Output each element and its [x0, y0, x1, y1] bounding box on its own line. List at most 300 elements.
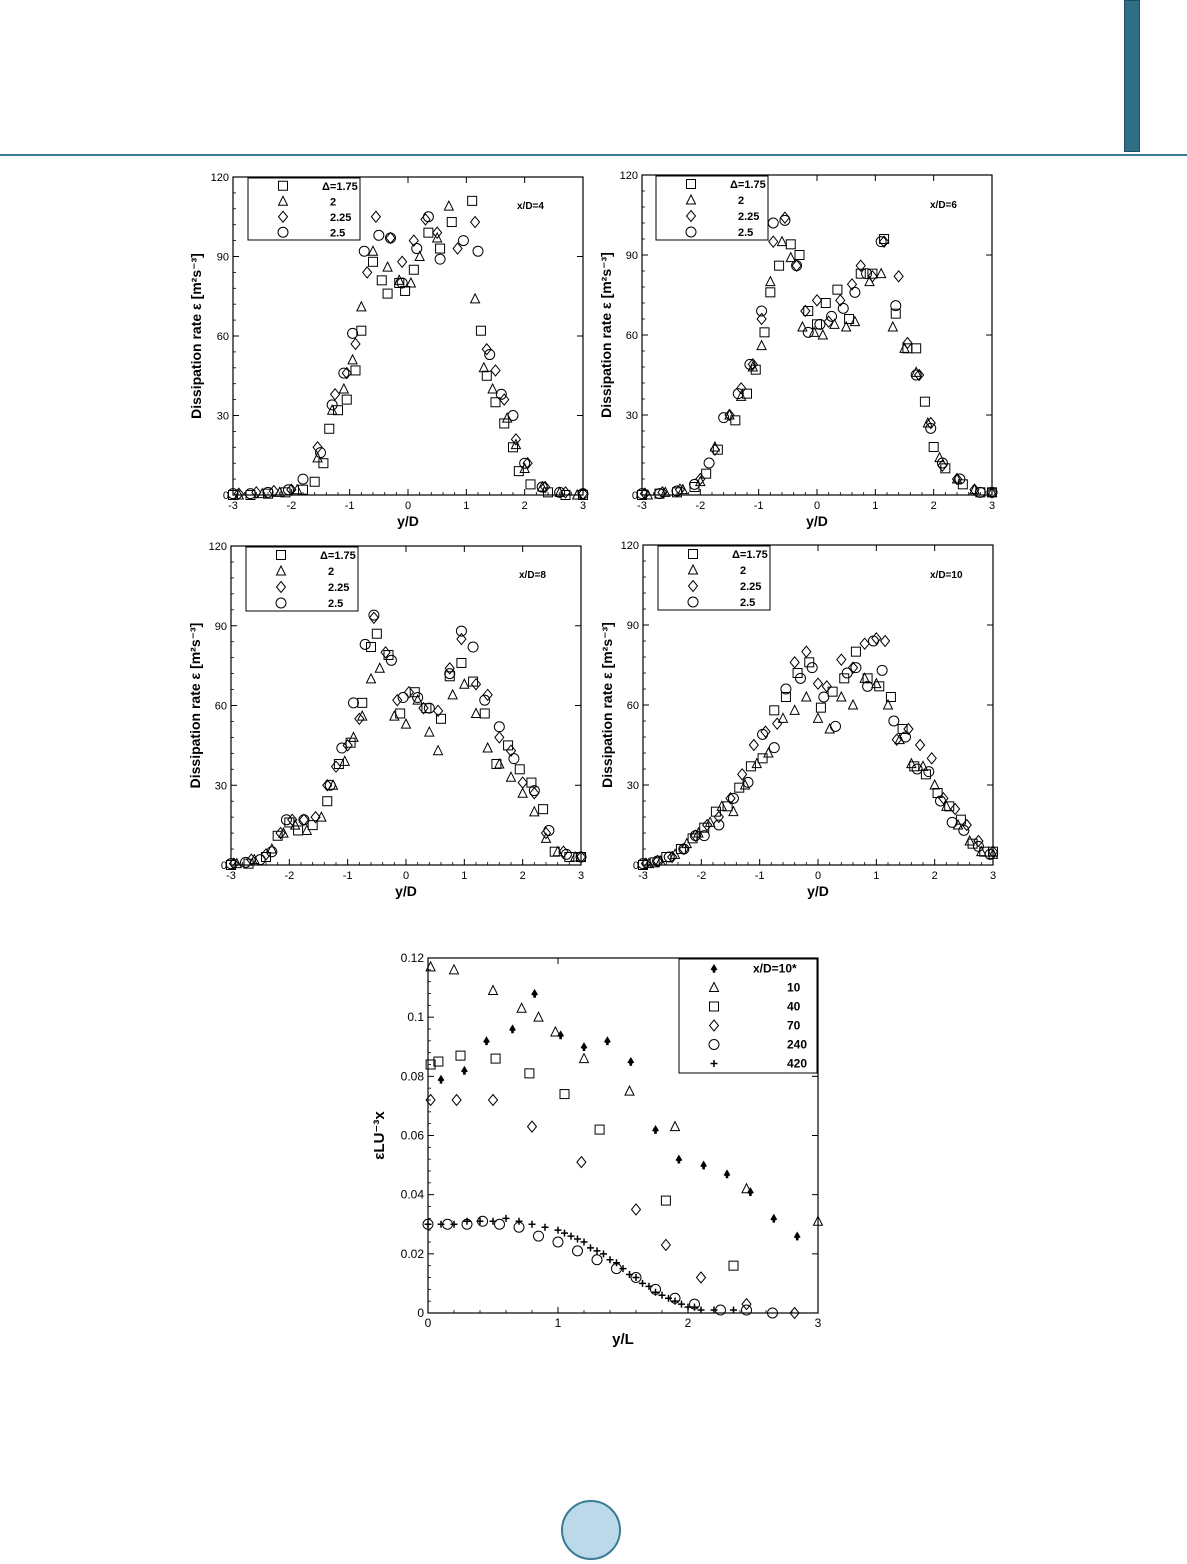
- data-point: [472, 708, 481, 717]
- data-point: [749, 740, 758, 751]
- data-point: [363, 267, 372, 278]
- data-point: [525, 1069, 534, 1078]
- data-point: [912, 367, 921, 376]
- data-point: [561, 1230, 568, 1237]
- legend-label: Δ=1.75: [732, 549, 768, 561]
- data-point: [664, 852, 674, 862]
- data-point: [398, 256, 407, 267]
- data-point: [404, 687, 413, 698]
- y-tick-label: 90: [626, 620, 639, 632]
- data-point: [685, 1304, 692, 1311]
- data-point: [413, 693, 423, 703]
- data-point: [837, 692, 846, 701]
- data-point: [837, 654, 846, 665]
- data-point: [555, 1227, 562, 1234]
- data-point: [355, 713, 364, 724]
- y-tick-label: 60: [626, 700, 639, 712]
- legend-label: 40: [787, 999, 801, 1014]
- x-tick-label: -1: [344, 500, 355, 512]
- data-point: [468, 642, 478, 652]
- y-axis-label: Dissipation rate ε [m²s⁻³]: [188, 253, 204, 419]
- y-tick-label: 90: [214, 620, 227, 633]
- y-tick-label: 30: [214, 780, 227, 793]
- data-point: [473, 246, 483, 256]
- data-point: [927, 753, 936, 764]
- data-point: [532, 990, 538, 998]
- data-point: [375, 663, 384, 672]
- legend-label: 10: [787, 980, 801, 995]
- data-point: [574, 1236, 581, 1243]
- x-tick-label: 0: [424, 1316, 432, 1330]
- data-point: [495, 759, 504, 768]
- data-point: [526, 480, 535, 489]
- x-tick-label: -1: [753, 500, 764, 512]
- data-point: [500, 419, 509, 428]
- data-point: [491, 1054, 500, 1063]
- data-point: [970, 485, 979, 494]
- data-point: [323, 797, 332, 806]
- data-point: [860, 638, 869, 649]
- data-point: [340, 756, 349, 765]
- data-point: [383, 262, 392, 271]
- x-tick-label: -2: [696, 870, 707, 882]
- data-point: [464, 1218, 471, 1225]
- data-point: [367, 674, 376, 683]
- data-point: [795, 251, 804, 260]
- x-tick-label: 2: [930, 500, 937, 512]
- data-point: [491, 365, 500, 376]
- data-point: [568, 1233, 575, 1240]
- data-point: [920, 397, 929, 406]
- series-2: [234, 201, 581, 499]
- data-point: [633, 1274, 640, 1281]
- data-point: [367, 643, 376, 652]
- data-point: [661, 1239, 670, 1250]
- data-point: [484, 1037, 490, 1045]
- data-point: [435, 254, 445, 264]
- data-point: [534, 1231, 544, 1241]
- data-point: [792, 261, 802, 271]
- series-2: [643, 237, 996, 499]
- x-tick-label: 2: [519, 870, 526, 882]
- data-point: [283, 485, 293, 495]
- data-point: [592, 1255, 602, 1265]
- y-axis-label: Dissipation rate ε [m²s⁻³]: [599, 622, 615, 788]
- data-point: [625, 1086, 634, 1095]
- data-point: [456, 1051, 465, 1060]
- y-tick-label: 30: [626, 780, 639, 792]
- data-point: [807, 663, 817, 673]
- chart-panel-1: [188, 172, 588, 529]
- series-1.75: [229, 196, 588, 499]
- data-point: [821, 299, 830, 308]
- legend-label: 2.25: [740, 581, 762, 593]
- data-point: [766, 288, 775, 297]
- x-axis-label: y/D: [807, 883, 829, 899]
- data-point: [790, 705, 799, 714]
- x-axis-label: y/L: [612, 1331, 634, 1348]
- x-tick-label: 2: [684, 1316, 692, 1330]
- data-point: [422, 704, 431, 713]
- panel-annotation: x/D=10: [930, 570, 963, 581]
- data-point: [814, 713, 823, 722]
- x-tick-label: -1: [342, 870, 353, 882]
- data-point: [671, 1122, 680, 1131]
- data-point: [850, 317, 859, 326]
- legend-label: Δ=1.75: [320, 550, 356, 562]
- y-tick-label: 60: [625, 330, 638, 342]
- data-point: [815, 319, 825, 329]
- data-point: [924, 767, 934, 777]
- data-point: [587, 1244, 594, 1251]
- data-point: [369, 246, 378, 255]
- legend-label: 2: [328, 566, 335, 578]
- data-point: [489, 1095, 498, 1106]
- data-point: [965, 836, 974, 845]
- legend: [656, 176, 768, 240]
- data-point: [402, 719, 411, 728]
- legend-label: 2.5: [740, 597, 756, 609]
- legend-label: 2.5: [738, 227, 754, 239]
- data-point: [786, 253, 795, 262]
- data-point: [357, 326, 366, 335]
- data-point: [757, 306, 767, 316]
- data-point: [910, 762, 919, 771]
- x-tick-label: -2: [695, 500, 706, 512]
- y-tick-label: 120: [208, 541, 227, 553]
- series-240: [423, 1216, 778, 1318]
- data-point: [613, 1259, 620, 1266]
- data-point: [298, 474, 308, 484]
- y-tick-label: 0.04: [400, 1187, 424, 1202]
- data-point: [594, 1247, 601, 1254]
- data-point: [850, 287, 860, 297]
- data-point: [604, 1037, 610, 1045]
- x-tick-label: 1: [554, 1316, 562, 1330]
- legend-label: 2.25: [330, 211, 352, 224]
- data-point: [825, 724, 834, 733]
- x-tick-label: 3: [814, 1316, 822, 1330]
- data-point: [472, 679, 481, 690]
- data-point: [424, 228, 433, 237]
- x-tick-label: 3: [577, 870, 585, 882]
- data-point: [581, 1239, 588, 1246]
- data-point: [332, 761, 341, 772]
- data-point: [489, 986, 498, 995]
- x-tick-label: 3: [989, 870, 997, 882]
- data-point: [349, 698, 359, 708]
- data-point: [822, 681, 831, 692]
- data-point: [626, 1271, 633, 1278]
- data-point: [351, 338, 360, 349]
- data-point: [628, 1058, 634, 1066]
- data-point: [580, 1054, 589, 1063]
- data-point: [662, 853, 671, 862]
- data-point: [448, 690, 457, 699]
- data-point: [877, 269, 886, 278]
- data-point: [371, 211, 380, 222]
- data-point: [447, 218, 456, 227]
- data-point: [518, 777, 527, 788]
- data-point: [299, 815, 309, 825]
- y-axis-label: Dissipation rate ε [m²s⁻³]: [598, 252, 614, 418]
- panel-annotation: x/D=4: [517, 201, 544, 212]
- series-1.75: [639, 647, 998, 869]
- legend-label: Δ=1.75: [730, 179, 766, 191]
- data-point: [676, 1155, 682, 1163]
- y-tick-label: 120: [619, 170, 638, 182]
- y-tick-label: 0: [631, 490, 638, 502]
- data-point: [406, 278, 415, 287]
- data-point: [876, 237, 886, 247]
- y-tick-label: 0.12: [400, 951, 424, 965]
- data-point: [778, 237, 787, 246]
- data-point: [833, 285, 842, 294]
- data-point: [794, 1232, 800, 1240]
- data-point: [357, 302, 366, 311]
- y-tick-label: 0: [417, 1306, 424, 1320]
- series-40: [426, 1051, 738, 1270]
- data-point: [477, 1218, 484, 1225]
- legend: [246, 547, 358, 611]
- data-point: [460, 679, 469, 688]
- data-point: [717, 801, 726, 810]
- series-2.25: [234, 211, 587, 499]
- series-420: [425, 1215, 738, 1314]
- y-tick-label: 0: [222, 490, 229, 502]
- data-point: [942, 801, 951, 810]
- data-point: [349, 732, 358, 741]
- data-point: [471, 217, 480, 228]
- data-point: [452, 1095, 461, 1106]
- data-point: [516, 1218, 523, 1225]
- data-point: [607, 1256, 614, 1263]
- data-point: [704, 458, 714, 468]
- x-tick-label: 0: [813, 500, 821, 512]
- data-point: [468, 196, 477, 205]
- data-point: [480, 709, 489, 718]
- data-point: [919, 761, 928, 770]
- y-tick-label: 0: [220, 860, 227, 872]
- data-point: [503, 413, 512, 422]
- data-point: [393, 695, 402, 706]
- data-point: [912, 764, 922, 774]
- data-point: [796, 673, 806, 683]
- chart-panel-2: [598, 170, 997, 529]
- data-point: [434, 746, 443, 755]
- data-point: [421, 214, 430, 225]
- data-point: [369, 257, 378, 266]
- data-point: [725, 410, 734, 419]
- data-point: [818, 330, 827, 339]
- legend-label: 2: [330, 196, 337, 209]
- data-point: [742, 1299, 751, 1310]
- data-point: [319, 459, 328, 468]
- data-point: [768, 218, 778, 228]
- data-point: [894, 271, 903, 282]
- data-point: [342, 395, 351, 404]
- x-tick-label: 1: [461, 870, 468, 882]
- data-point: [281, 815, 291, 825]
- data-point: [921, 770, 930, 779]
- data-point: [530, 807, 539, 816]
- data-point: [479, 363, 488, 372]
- data-point: [760, 328, 769, 337]
- x-tick-label: 3: [988, 500, 996, 512]
- y-tick-label: 60: [214, 700, 227, 713]
- x-tick-label: 2: [931, 870, 938, 882]
- chart-panel-5: [371, 951, 823, 1348]
- data-point: [310, 477, 319, 486]
- data-point: [653, 1126, 659, 1134]
- x-tick-label: 2: [521, 500, 528, 512]
- data-point: [471, 294, 480, 303]
- data-point: [831, 721, 841, 731]
- legend: [679, 959, 817, 1073]
- data-point: [573, 1246, 583, 1256]
- data-point: [494, 722, 504, 732]
- x-tick-label: 1: [872, 500, 879, 512]
- data-point: [872, 679, 881, 688]
- data-point: [947, 817, 957, 827]
- x-tick-label: 0: [404, 500, 412, 512]
- legend-label: 70: [787, 1018, 801, 1033]
- data-point: [875, 682, 884, 691]
- data-point: [769, 236, 778, 247]
- data-point: [802, 646, 811, 657]
- data-point: [386, 655, 396, 665]
- data-point: [930, 780, 939, 789]
- data-point: [412, 244, 422, 254]
- data-point: [517, 1003, 526, 1012]
- data-point: [372, 629, 381, 638]
- data-point: [729, 1261, 738, 1270]
- data-point: [409, 265, 418, 274]
- data-point: [851, 647, 860, 656]
- data-point: [476, 326, 485, 335]
- data-point: [577, 1157, 586, 1168]
- x-tick-label: -3: [637, 500, 647, 512]
- series-70: [426, 1095, 799, 1319]
- data-point: [530, 788, 539, 799]
- data-point: [838, 303, 848, 313]
- data-point: [706, 817, 715, 826]
- data-point: [595, 1125, 604, 1134]
- data-point: [325, 424, 334, 433]
- data-point: [757, 341, 766, 350]
- data-point: [482, 371, 491, 380]
- data-point: [703, 820, 712, 831]
- y-tick-label: 120: [620, 540, 639, 552]
- data-point: [813, 295, 822, 306]
- data-point: [851, 663, 861, 673]
- data-point: [790, 657, 799, 668]
- data-point: [458, 236, 468, 246]
- data-point: [534, 1012, 543, 1021]
- data-point: [348, 355, 357, 364]
- data-point: [758, 754, 767, 763]
- legend-label: x/D=10*: [753, 961, 797, 976]
- x-tick-label: 1: [873, 870, 880, 882]
- data-point: [804, 307, 813, 316]
- series-2.25: [640, 212, 996, 499]
- data-point: [780, 212, 789, 223]
- data-point: [771, 1214, 777, 1222]
- y-tick-label: 90: [625, 250, 638, 262]
- data-point: [646, 1283, 653, 1290]
- data-point: [770, 706, 779, 715]
- data-point: [348, 328, 358, 338]
- data-point: [508, 411, 518, 421]
- x-tick-label: -3: [638, 870, 648, 882]
- series-2.5: [226, 610, 586, 869]
- data-point: [438, 1075, 444, 1083]
- data-point: [814, 678, 823, 689]
- x-tick-label: -3: [226, 870, 236, 882]
- data-point: [436, 244, 445, 253]
- data-point: [697, 1272, 706, 1283]
- data-point: [842, 668, 852, 678]
- data-point: [358, 698, 367, 707]
- data-point: [877, 665, 887, 675]
- y-tick-label: 0.02: [400, 1246, 424, 1261]
- data-point: [395, 275, 404, 284]
- data-point: [390, 711, 399, 720]
- legend: [658, 546, 770, 610]
- data-point: [881, 636, 890, 647]
- data-point: [872, 633, 881, 644]
- data-point: [518, 788, 527, 797]
- data-point: [351, 366, 360, 375]
- data-point: [358, 711, 367, 720]
- x-tick-label: -2: [286, 500, 297, 512]
- data-point: [710, 442, 719, 451]
- data-point: [801, 306, 810, 317]
- legend-label: 420: [787, 1056, 808, 1071]
- legend-label: 2: [740, 565, 747, 577]
- y-tick-label: 30: [216, 410, 229, 423]
- x-tick-label: -1: [754, 870, 765, 882]
- data-point: [360, 639, 370, 649]
- data-point: [672, 1298, 679, 1305]
- data-point: [889, 716, 899, 726]
- data-point: [713, 445, 722, 454]
- data-point: [764, 748, 773, 757]
- data-point: [456, 626, 466, 636]
- x-tick-label: -3: [228, 500, 238, 512]
- legend-label: 2: [738, 195, 745, 207]
- data-point: [339, 368, 349, 378]
- x-tick-label: 0: [402, 870, 410, 882]
- data-point: [425, 1221, 432, 1228]
- data-point: [450, 965, 459, 974]
- x-axis-label: y/D: [397, 513, 419, 529]
- y-tick-label: 120: [210, 172, 229, 184]
- data-point: [383, 289, 392, 298]
- data-point: [461, 1066, 467, 1074]
- series-2.25: [229, 612, 585, 869]
- data-point: [510, 1025, 516, 1033]
- data-point: [701, 1161, 707, 1169]
- legend-label: 2.5: [330, 227, 346, 240]
- y-tick-label: 0.06: [400, 1128, 424, 1143]
- data-point: [294, 826, 303, 835]
- data-point: [560, 1090, 569, 1099]
- data-point: [528, 1121, 537, 1132]
- data-point: [359, 246, 369, 256]
- data-point: [632, 1204, 641, 1215]
- data-point: [339, 384, 348, 393]
